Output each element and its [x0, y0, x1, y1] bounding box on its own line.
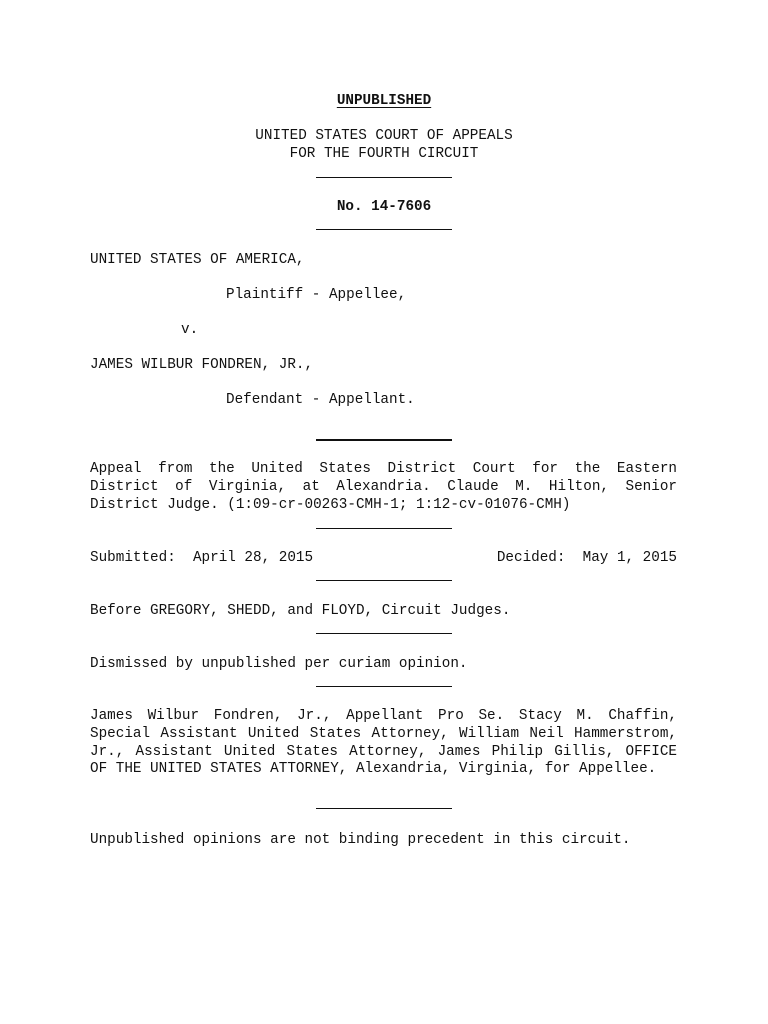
divider-rule: [316, 177, 452, 178]
submitted-date: Submitted: April 28, 2015: [90, 550, 314, 566]
panel-judges: Before GREGORY, SHEDD, and FLOYD, Circuit Judges.: [90, 603, 511, 619]
divider-rule: [316, 633, 452, 634]
defendant-name: JAMES WILBUR FONDREN, JR.,: [90, 357, 314, 373]
counsel-paragraph: James Wilbur Fondren, Jr., Appellant Pro Se. Stacy M. Chaffin, Special Assistant United States Attorney, William Neil Hammerstrom, Jr., Assistant United States Attorney, James Philip Gillis, OFFICE OF THE UNITED STATES ATTORNEY, Alexandria, Virginia, for Appellee.: [90, 708, 677, 778]
dates-row: [90, 549, 677, 567]
precedent-note: Unpublished opinions are not binding precedent in this circuit.: [90, 832, 631, 848]
defendant-role: Defendant - Appellant.: [226, 392, 415, 408]
divider-rule: [316, 528, 452, 529]
divider-rule: [316, 439, 452, 441]
versus-label: v.: [181, 322, 199, 338]
court-name-line2: FOR THE FOURTH CIRCUIT: [289, 146, 479, 162]
case-number: No. 14-7606: [336, 199, 432, 215]
plaintiff-name: UNITED STATES OF AMERICA,: [90, 252, 305, 268]
decided-date: Decided: May 1, 2015: [496, 550, 677, 566]
divider-rule: [316, 686, 452, 687]
divider-rule: [316, 229, 452, 230]
unpublished-heading: UNPUBLISHED: [336, 93, 432, 109]
divider-rule: [316, 580, 452, 581]
disposition: Dismissed by unpublished per curiam opinion.: [90, 656, 468, 672]
plaintiff-role: Plaintiff - Appellee,: [226, 287, 407, 303]
court-name-line1: UNITED STATES COURT OF APPEALS: [255, 128, 513, 144]
divider-rule: [316, 808, 452, 809]
appeal-paragraph: Appeal from the United States District Court for the Eastern District of Virginia, at Alexandria. Claude M. Hilton, Senior District Judge. (1:09-cr-00263-CMH-1; 1:12-cv-01076-CMH): [90, 461, 677, 513]
